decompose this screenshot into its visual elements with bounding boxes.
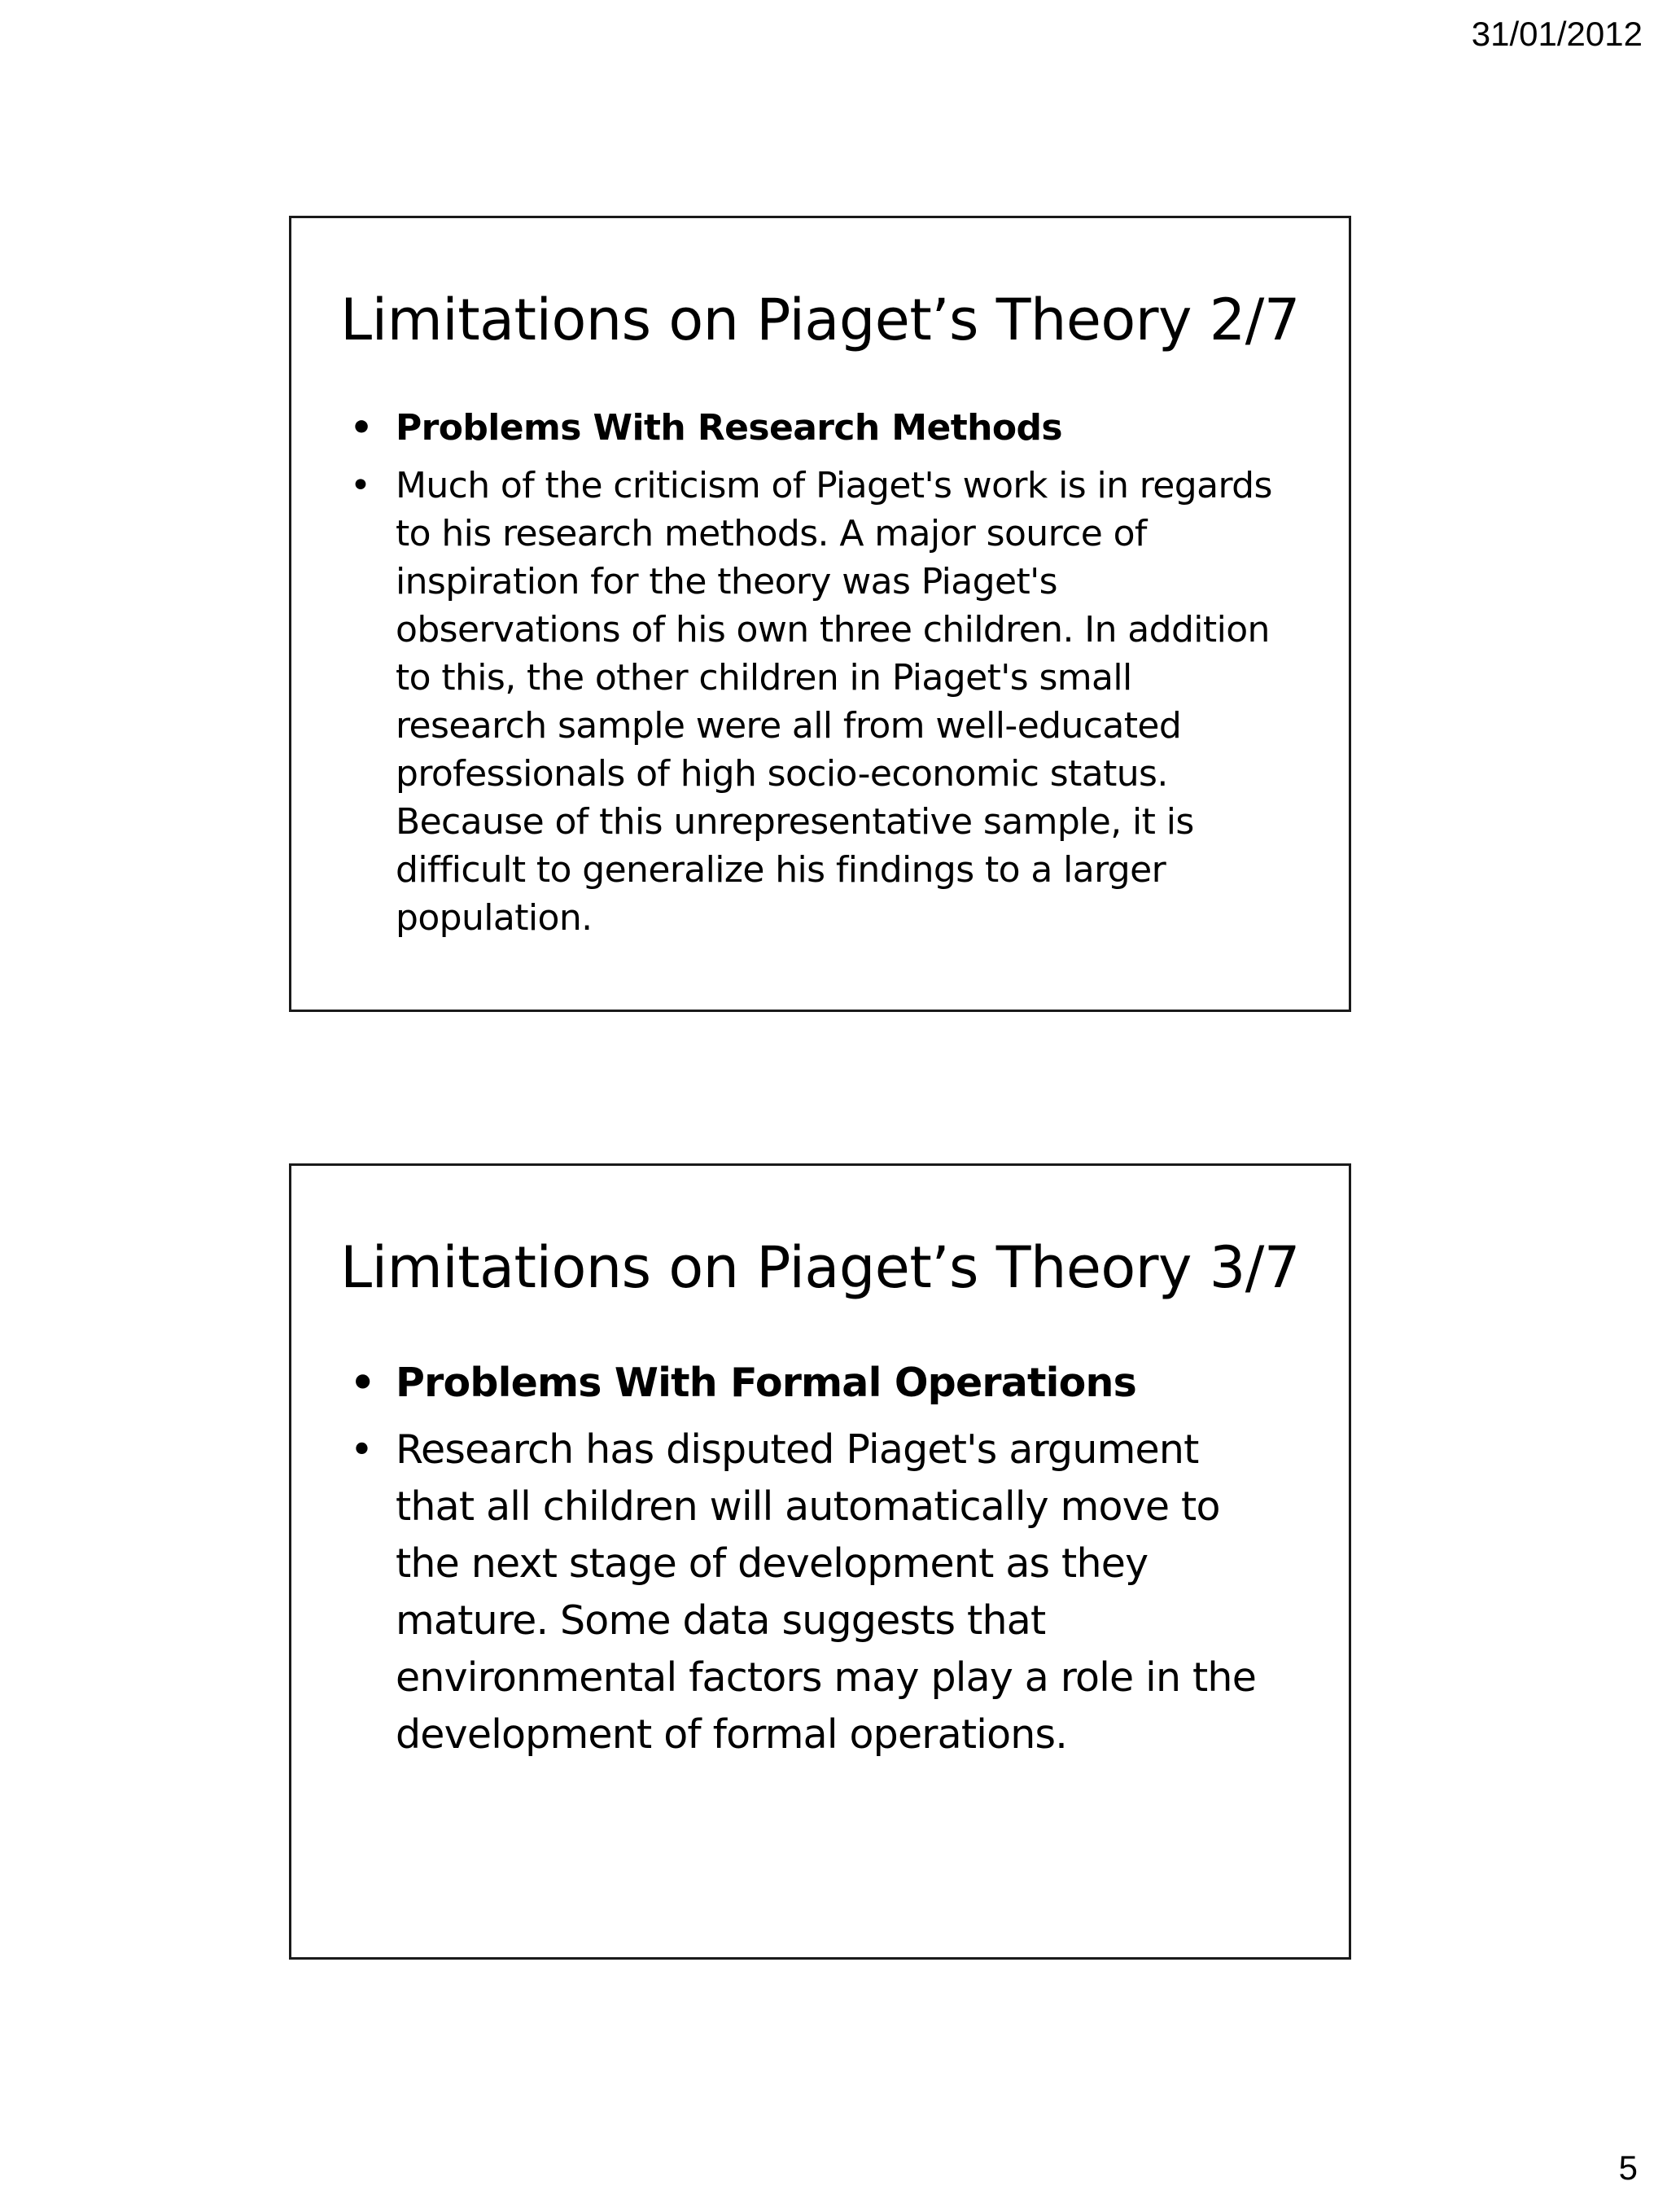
slide-title: Limitations on Piaget’s Theory 2/7: [340, 287, 1300, 353]
page-number: 5: [1618, 2148, 1638, 2187]
slide-title: Limitations on Piaget’s Theory 3/7: [340, 1234, 1300, 1301]
bullet-text: • Research has disputed Piaget's argument that all children will automatically move to the next stage of development as they mature. Some data suggests that environmental factors may play a role in the development of formal operations.: [350, 1421, 1275, 1763]
slide-limitations-2: [289, 216, 1351, 1012]
slide-limitations-3: [289, 1163, 1351, 1960]
bullet-heading: • Problems With Research Methods: [350, 404, 1275, 452]
bullet-text: • Much of the criticism of Piaget's work is in regards to his research methods. A major source of inspiration for the theory was Piaget's observations of his own three children. In addition to this, the other children in Piaget's small research sample were all from well-educated professionals of high socio-economic status. Because of this unrepresentative sample, it is difficult to generalize his findings to a larger population.: [350, 462, 1275, 942]
bullet-list: [350, 404, 1275, 952]
bullet-heading: • Problems With Formal Operations: [350, 1355, 1275, 1412]
bullet-list: [350, 1355, 1275, 1773]
page-date: 31/01/2012: [1471, 15, 1643, 53]
